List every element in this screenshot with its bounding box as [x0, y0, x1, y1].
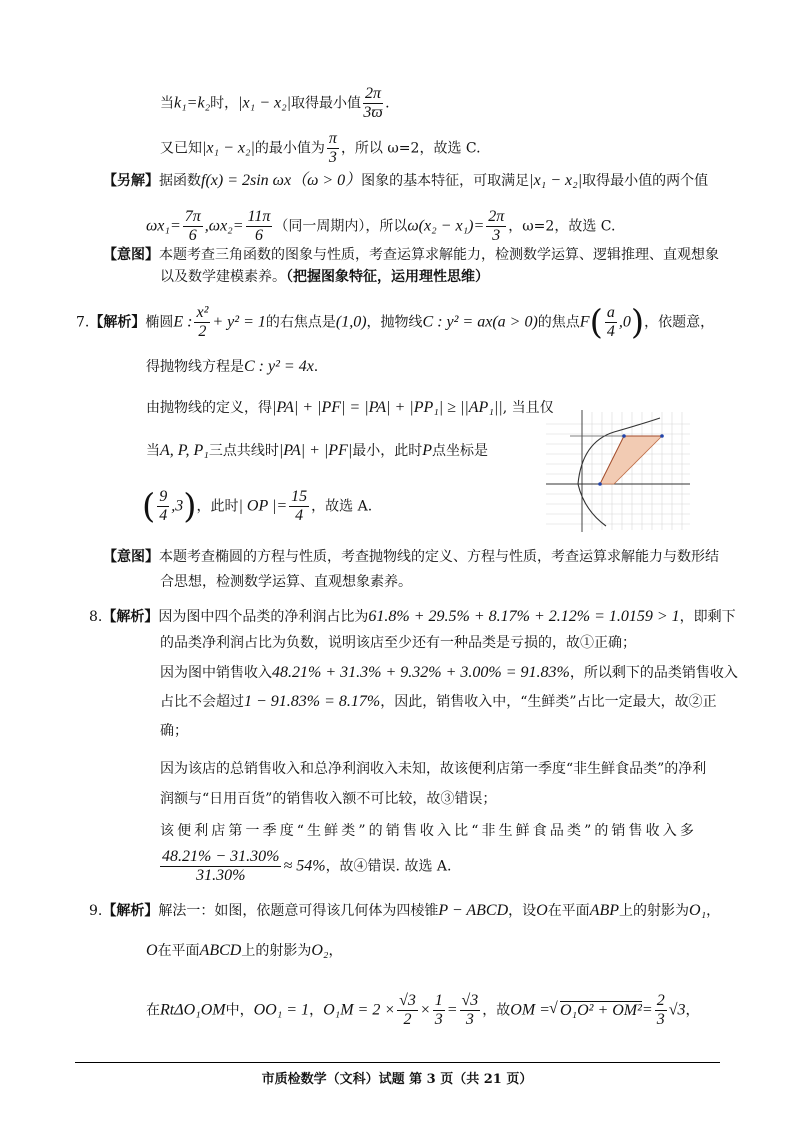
text-line [158, 848, 451, 885]
text: 本题考查椭圆的方程与性质，考查抛物线的定义、方程与性质，考查运算求解能力与数形结 [159, 549, 719, 565]
denominator: 3 [656, 1011, 665, 1028]
section-tag: 【意图】 [103, 247, 159, 263]
numerator: x² [196, 304, 209, 321]
text-line [160, 571, 412, 593]
math: P [422, 442, 433, 459]
text-line [160, 85, 390, 122]
text-line [146, 356, 318, 378]
text: ，此时 [196, 498, 239, 515]
math: C : y² = 4x [244, 358, 314, 375]
math: 48.21% + 31.3% + 9.32% + 3.00% = 91.83% [272, 664, 570, 681]
text: 三点共线时 [208, 443, 279, 459]
left-paren: ( [589, 302, 603, 343]
math: OM = [510, 1001, 550, 1019]
numerator: a [606, 304, 615, 321]
numerator: 2π [488, 208, 505, 225]
math: ,0 [618, 313, 631, 331]
text-line [146, 440, 488, 462]
math: C : y² = ax(a > 0) [422, 313, 538, 331]
shaded-triangle-region [600, 436, 662, 484]
math: |x₁ − x₂| [529, 172, 583, 189]
numerator: √3 [399, 992, 416, 1009]
math: ≈ 54% [283, 857, 326, 875]
math: × [419, 1001, 431, 1019]
fraction [655, 992, 667, 1029]
text-line [146, 208, 615, 245]
denominator: 3ϖ [363, 104, 383, 121]
denominator: 3 [434, 1011, 443, 1028]
text: ，设 [508, 903, 537, 919]
math: |PA| + |PF| [278, 442, 353, 459]
fraction [157, 488, 169, 525]
radical-sign: √ [548, 999, 558, 1017]
text: 的最小值为 [254, 140, 325, 157]
question-number: 7. [76, 314, 90, 331]
text: 图象的基本特征，可取满足 [361, 173, 530, 189]
text-line [160, 720, 188, 742]
text: 确； [160, 723, 188, 739]
text: ，因此，销售收入中，“生鲜类”占比一定最大，故②正 [380, 694, 717, 710]
text: 占比不会超过 [160, 694, 244, 710]
math: O₂ [311, 942, 329, 959]
right-paren: ) [630, 302, 645, 343]
question-number: 9. [89, 903, 103, 919]
math: |x₁ − x₂| [202, 139, 255, 157]
text: ，所以剩下的品类销售收入 [569, 665, 738, 681]
math: OO₁ = 1 [253, 1001, 310, 1019]
text: 解法一：如图，依题意可得该几何体为四棱锥 [158, 903, 439, 919]
math: 61.8% + 29.5% + 8.17% + 2.12% = 1.0159 > 1 [368, 608, 680, 625]
text: ，故 [482, 1002, 511, 1019]
text: . [313, 359, 319, 375]
numerator: π [328, 130, 337, 147]
text: 的品类净利润占比为负数，说明该店至少还有一种品类是亏损的，故①正确； [160, 635, 636, 651]
fraction [246, 208, 273, 245]
text: ，抛物线 [366, 314, 423, 331]
text: 的焦点 [537, 314, 580, 331]
denominator: 2 [198, 323, 207, 340]
numerator: √3 [461, 992, 479, 1009]
fraction [289, 488, 309, 525]
denominator: 4 [159, 507, 168, 524]
text-line [89, 606, 736, 628]
text-line [103, 244, 719, 266]
text: ， [706, 903, 721, 919]
text: 的右焦点是 [265, 314, 336, 331]
point-p [622, 434, 626, 438]
point-a [660, 434, 664, 438]
text: 因为图中销售收入 [160, 665, 272, 681]
section-tag: 【解析】 [102, 903, 159, 919]
parabola-graph-figure [542, 406, 692, 536]
text: 当 [146, 443, 160, 459]
math: ,ωx₂= [204, 217, 244, 235]
fraction [160, 848, 281, 885]
text: ，故④错误. 故选 A. [325, 858, 452, 875]
math: | OP |= [238, 497, 288, 515]
math: A, P, P₁ [160, 442, 209, 459]
text: 由抛物线的定义，得 [146, 400, 272, 416]
fraction [433, 992, 445, 1029]
text: 上的射影为 [241, 943, 312, 959]
math: ABCD [199, 942, 242, 959]
text: 点坐标是 [432, 443, 489, 459]
sqrt [548, 999, 642, 1019]
text-line [160, 266, 489, 288]
fraction [327, 130, 339, 167]
text: 时， [210, 95, 239, 112]
text: 取得最小值 [291, 95, 362, 112]
text-line [146, 940, 342, 962]
text: 椭圆 [145, 314, 174, 331]
point-f [598, 482, 602, 486]
text-line [103, 170, 708, 192]
text: 中， [225, 1002, 254, 1019]
math: 1 − 91.83% = 8.17% [244, 693, 381, 710]
fraction [363, 85, 383, 122]
text: 上的射影为 [619, 903, 690, 919]
right-paren: ) [183, 486, 197, 527]
text-line [146, 992, 700, 1029]
text: 润额与“日用百货”的销售收入额不可比较，故③错误； [160, 791, 497, 807]
text-line [76, 304, 714, 341]
text-line [160, 662, 738, 684]
math: F [579, 313, 590, 331]
math: ωx₁= [146, 217, 181, 235]
text: 据函数 [159, 173, 201, 189]
text: , 当且仅 [502, 400, 554, 416]
left-paren: ( [142, 486, 156, 527]
numerator: 9 [159, 488, 168, 505]
numerator: 48.21% − 31.30% [162, 848, 280, 865]
text: 得抛物线方程是 [146, 359, 244, 375]
denominator: 6 [188, 227, 197, 244]
section-tag: 【另解】 [103, 173, 159, 189]
fraction [397, 992, 418, 1029]
numerator: 1 [434, 992, 443, 1009]
math: √3 [668, 1001, 686, 1019]
section-tag: 【解析】 [89, 314, 146, 331]
text-line [103, 546, 719, 568]
denominator: 4 [295, 507, 304, 524]
denominator: 3 [328, 149, 337, 166]
math: RtΔO₁OM [160, 1001, 226, 1019]
denominator: 4 [606, 323, 615, 340]
text: ，即剩下 [679, 609, 736, 625]
text: ，ω=2，故选 C. [508, 218, 616, 235]
text: ，所以 ω=2，故选 C. [340, 140, 481, 157]
text: 因为图中四个品类的净利润占比为 [158, 609, 369, 625]
numerator: 2 [656, 992, 665, 1009]
text: ， [685, 1002, 700, 1019]
text: ，故选 A. [311, 498, 373, 515]
math: O₁ [689, 902, 707, 919]
radicand: O₁O² + OM² [559, 1001, 642, 1019]
text: 又已知 [160, 140, 202, 157]
fraction [605, 304, 617, 341]
numerator: 15 [291, 488, 308, 505]
footer-divider [75, 1062, 720, 1063]
text-line [142, 488, 372, 525]
text: ， [309, 1002, 324, 1019]
text: 取得最小值的两个值 [582, 173, 709, 189]
math: k₁=k₂ [174, 94, 211, 112]
text-line [146, 397, 554, 419]
math: ω(x₂ − x₁)= [407, 217, 485, 235]
text-line [160, 632, 636, 654]
text: 本题考查三角函数的图象与性质，考查运算求解能力，检测数学运算、逻辑推理、直观想象 [159, 247, 719, 263]
text-line [160, 758, 706, 780]
text-line [160, 691, 717, 713]
question-number: 8. [89, 609, 103, 625]
text: 合思想，检测数学运算、直观想象素养。 [160, 574, 412, 590]
math: = [641, 1001, 653, 1019]
text: 以及数学建模素养。 [160, 269, 286, 285]
denominator: 31.30% [196, 867, 246, 884]
text: 因为该店的总销售收入和总净利润收入未知，故该便利店第一季度“非生鲜食品类”的净利 [160, 761, 707, 777]
section-tag: 【解析】 [102, 609, 159, 625]
math: + y² = 1 [212, 313, 266, 331]
fraction [486, 208, 506, 245]
math: = [446, 1001, 458, 1019]
fraction [194, 304, 210, 341]
text-line [160, 788, 496, 810]
text: 该便利店第一季度“生鲜类”的销售收入比“非生鲜食品类”的销售收入多 [160, 823, 697, 839]
page-footer: 市质检数学（文科）试题 第 3 页（共 21 页） [261, 1072, 533, 1087]
denominator: 2 [403, 1011, 412, 1028]
text: 最小，此时 [352, 443, 423, 459]
denominator: 6 [254, 227, 263, 244]
fraction [460, 992, 481, 1029]
text-line [89, 900, 720, 922]
text: 当 [160, 95, 174, 112]
text: （同一周期内），所以 [274, 218, 408, 235]
text: 在 [146, 1002, 160, 1019]
math: O [146, 942, 158, 959]
denominator: 3 [492, 227, 501, 244]
math: (1,0) [335, 313, 367, 331]
text: ， [328, 943, 343, 959]
numerator: 11π [247, 208, 271, 225]
math: f(x) = 2sin ωx（ω > 0） [201, 172, 362, 189]
denominator: 3 [465, 1011, 474, 1028]
math: O₁M = 2 × [323, 1001, 396, 1019]
bold-text: （把握图象特征，运用理性思维） [286, 269, 489, 285]
section-tag: 【意图】 [103, 549, 159, 565]
math: P − ABCD [438, 902, 509, 919]
math: ABP [589, 902, 620, 919]
fraction [183, 208, 203, 245]
math: O [536, 902, 548, 919]
numerator: 7π [184, 208, 201, 225]
numerator: 2π [365, 85, 382, 102]
math: E : [173, 313, 193, 331]
math: ,3 [171, 497, 184, 515]
text: 在平面 [547, 903, 590, 919]
text: 在平面 [157, 943, 200, 959]
math: |PA| + |PF| = |PA| + |PP₁| ≥ ||AP₁|| [272, 399, 503, 416]
text: . [385, 95, 390, 112]
text-line [160, 820, 697, 842]
text: ，依题意， [644, 314, 715, 331]
text-line [160, 130, 481, 167]
math: |x₁ − x₂| [238, 94, 292, 112]
